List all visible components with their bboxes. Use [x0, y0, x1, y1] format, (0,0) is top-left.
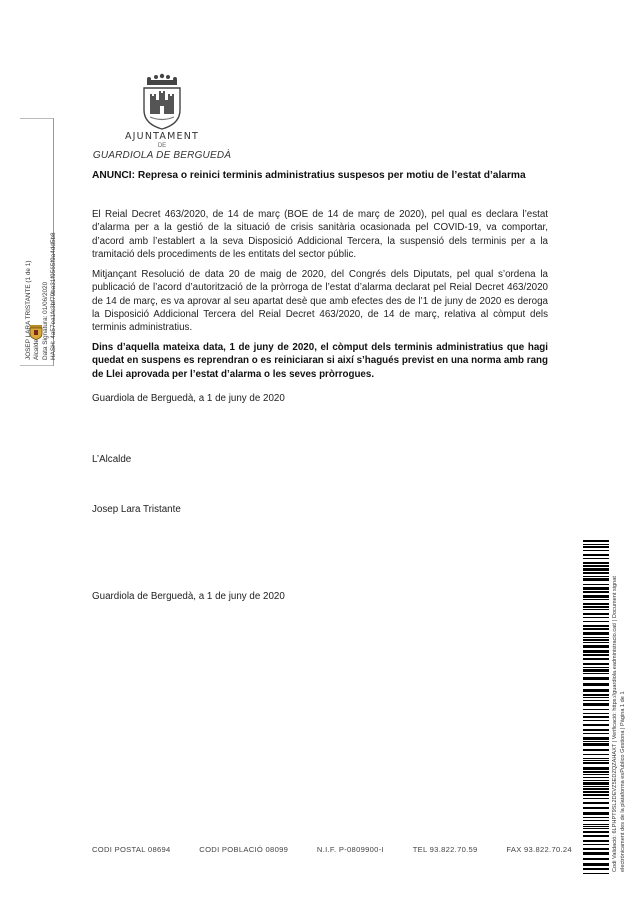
verification-text [612, 542, 627, 872]
paragraph-1: El Reial Decret 463/2020, de 14 de març (BOE de 14 de març de 2020), pel qual es declara l’estat d’alarma per a la gestió de la situació de crisis sanitària ocasionada pel COVID-19, va comportar, d’acord amb l’establert a la seva Disposició Addicional Tercera, la suspensió dels terminis per a la tramitació dels procediments de les entitats del sector públic. [92, 209, 548, 260]
org-name-line3: GUARDIOLA DE BERGUEDÀ [92, 150, 232, 161]
footer-tel: TEL 93.822.70.59 [412, 845, 478, 854]
signer-name: Josep Lara Tristante [92, 504, 181, 515]
signature-stamp-text [25, 120, 59, 360]
footer [92, 845, 572, 854]
municipal-logo [92, 72, 232, 167]
stamp-line: Alcalde [33, 339, 41, 360]
footer-postal-code: CODI POSTAL 08694 [92, 845, 171, 854]
signer-role: L’Alcalde [92, 454, 132, 465]
barcode-icon [583, 540, 609, 874]
document-title: ANUNCI: Represa o reinici terminis administratius suspesos per motiu de l’estat d’alarma [92, 170, 526, 181]
place-date-1: Guardiola de Berguedà, a 1 de juny de 2020 [92, 393, 285, 404]
footer-fax: FAX 93.822.70.24 [506, 845, 572, 854]
validation-barcode [583, 540, 609, 874]
paragraph-2: Mitjançant Resolució de data 20 de maig de 2020, del Congrés dels Diputats, pel qual s’ordena la publicació de l’acord d’autorització de la pròrroga de l’estat d’alarma declarat pel Reial Decret 463/2020 de 14 de març, es va aprovar al seu apartat desè que amb efectes des de l’1 de juny de 2020 es deroga la Disposició Addicional Tercera del Reial Decret 463/2020, de 14 de març, relativa al còmput dels terminis administratius. [92, 269, 548, 334]
stamp-line: HASH: 4a57ea1fc3bf79ba31f9565f9a4dd5b8 [50, 232, 58, 360]
stamp-line: Data Signatura: 01/06/2020 [41, 281, 49, 360]
footer-nif: N.I.F. P-0809900-I [316, 845, 384, 854]
verification-line: Codi Validació: 6LPHPT9SL2DEVZ5EDZQZAHAXT | Verificació: https://guardiola.eadministracio.cat/ | Document signat electrònicament des de la plataforma esPublico Gestiona | Pàgina 1 de 1 [612, 576, 626, 872]
footer-town-code: CODI POBLACIÓ 08099 [199, 845, 289, 854]
place-date-2: Guardiola de Berguedà, a 1 de juny de 2020 [92, 591, 285, 602]
paragraph-3: Dins d’aquella mateixa data, 1 de juny de 2020, el còmput dels terminis administratius que hagi quedat en suspens es reprendran o es reiniciaran si així s’hagués previst en una norma amb rang de Llei aprovada per l’estat d’alarma o les seves pròrrogues. [92, 342, 548, 380]
org-name-line1: AJUNTAMENT [124, 131, 200, 142]
org-name-line2: DE [157, 143, 167, 149]
municipal-crest-icon [92, 72, 232, 132]
stamp-line: JOSEP LARA TRISTANTE (1 de 1) [25, 260, 32, 360]
